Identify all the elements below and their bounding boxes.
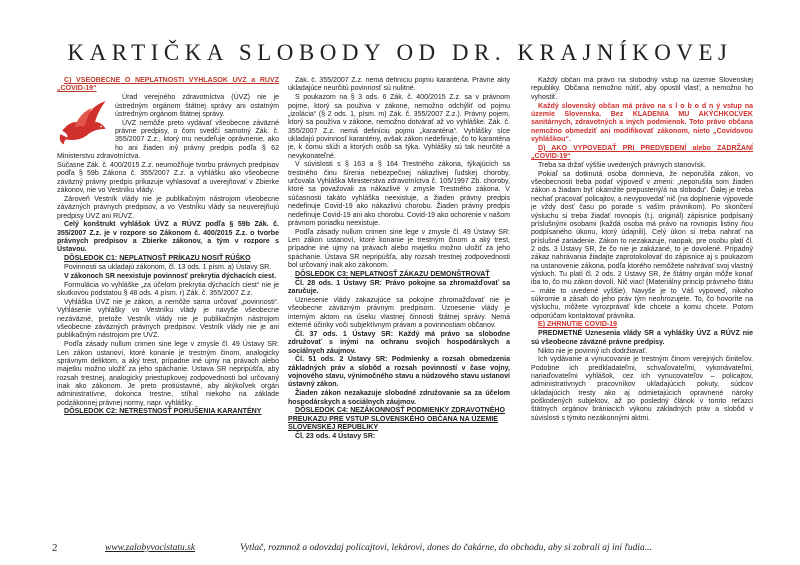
column-1 (57, 77, 279, 532)
paragraph: Treba sa držať výššie uvedených právnych stanovísk. (538, 161, 706, 169)
paragraph: Podľa zásady nullum crimen sine lege v zmysle čl. 49 Ústavy SR: Len zákon ustanoví, ktoré konanie je trestným činom a aký trest, prípadne iné ujmy na právach alebo majetku možno uložiť za jeho spáchanie. Ústava SR nepripúšťa, aby rozsah trestnej zodpovednosti bol určovaný inak ako zákonom. (288, 228, 510, 270)
paragraph: ÚVZ nemôže preto vydávať všeobecne záväzné právne predpisy, o čom svedčí samotný Zák. č. 355/2007 Z.z., ktorý mu neudeľuje oprávnenie, ako ho ani žiaden iný právny predpis podľa § 62 Ministerstvu zdravotníctva. (57, 119, 279, 161)
paragraph: Zároveň Vestník vlády nie je publikačným nástrojom všeobecne záväzných právnych predpisov, a vo Vestníku vlády sa neuverejňujú predpisy ÚVZ ani RÚVZ. (57, 195, 279, 220)
paragraph: Úrad verejného zdravotníctva (ÚVZ) nie je ústredným orgánom štátnej správy ani ostatným ústredným orgánom štátnej správy. (115, 94, 279, 118)
consequence-c2-heading: DÔSLEDOK C2: NETRESTNOSŤ PORUŠENIA KARANTÉNY (64, 408, 262, 416)
paragraph: Vyhláška ÚVZ nie je zákon, a nemôže sama určovať „povinnosti“. Vyhlásenie vyhlášky vo Vestníku vlády je navyše všeobecne nezáväzné, pretože Vestník vlády nie je publikačným nástrojom všeobecne záväzných právnych predpisov. Vestník vlády nie je ani publikačným nástrojom pre ÚVZ. (57, 298, 279, 340)
paragraph-bold: Čl. 28 ods. 1 Ústavy SR: Právo pokojne sa zhromažďovať sa zaručuje. (288, 279, 510, 296)
paragraph: Formulácia vo vyhláške „za účelom prekrytia dýchacích ciest“ nie je skutkovou podstatou § 48 ods. 4 písm. r) Zák. č. 355/2007 Z.z. (57, 281, 279, 298)
paragraph-bold: PREDMETNÉ Uznesenia vlády SR a vyhlášky ÚVZ a RÚVZ nie sú všeobecne záväzné právne predpisy. (531, 330, 753, 346)
paragraph-bold: Čl. 37 ods. 1 Ústavy SR: Každý má právo sa slobodne združovať s inými na ochranu svojich hospodárskych a sociálnych záujmov. (288, 330, 510, 355)
paragraph: Podľa zásady nullum crimen sine lege v zmysle čl. 49 Ústavy SR: Len zákon ustanoví, ktoré konanie je trestným činom, analogicky správnym deliktom, a aký trest, prípadne iné ujmy na právach alebo majetku možno uložiť za jeho spáchanie. Ústava SR nepripúšťa, aby rozsah trestnej, analogicky priestupkovej zodpovednosti bol určovaný inak ako zákonom. Je preto protiústavné, aby akýkoľvek orgán administratívne, dokonca trestne, stíhal niekoho na základe podzákonnej právnej normy, napr. vyhlášky. (57, 341, 279, 407)
consequence-c3-heading: DÔSLEDOK C3: NEPLATNOSŤ ZÁKAZU DEMONŠTROVAŤ (295, 270, 490, 278)
paragraph: Súčasne Zák. č. 400/2015 Z.z. neumožňuje tvorbu právnych predpisov podľa § 59b Zákona č. 355/2007 Z.z. a vyhlášku ako všeobecne záväzný právny predpis prikazuje vyhlasovať a uverejňovať v Zbierke zákonov, nie vo Vestníku vlády. (57, 161, 279, 194)
paragraph: Uznesenie vlády zakazujúce sa pokojne zhromažďovať nie je všeobecne záväzným právnym predpisom. Uznesenie vlády je interným aktom na úseku vlastnej činnosti štátnej správy. Nemá externé účinky voči subjektívnym právam a povinnostiam občanov. (288, 296, 510, 329)
paragraph-bold: Celý konštrukt vyhlášok ÚVZ a RÚVZ podľa § 59b Zák. č. 355/2007 Z.z. je v rozpore so Zákonom č. 400/2015 Z.z. o tvorbe právnych predpisov a Zbierke zákonov, a tým v rozpore s Ústavou. (57, 221, 279, 254)
paragraph-bold: Žiaden zákon nezakazuje slobodné združovanie sa za účelom hospodárskych a sociálnych záujmov. (288, 390, 510, 406)
footer (0, 539, 800, 557)
paragraph: Nikto nie je povinný ich dodržiavať. (538, 347, 648, 355)
paragraph-bold: Čl. 23 ods. 4 Ústavy SR: (295, 432, 376, 440)
paragraph: S poukazom na § 3 ods. 6 Zák. č. 400/2015 Z.z. sa v právnom pojme, ktorý sa použiva v zákone, nemožno odchýliť od pojmu „izolácia“ (§ 2 ods. 1, písm. m) Zák. č. 355/2007 Z.z.). Právny pojem, ktorý sa používa v zákone, nemožno dotvárať až vo vyhláške. Zák. č. 355/2007 Z.z. nemá definíciu pojmu „karanténa“. Vyhlášky síce ukladajú povinnosť karantény, avšak zákon nedefinuje, čo to karanténa je, k čomu slúži a ktorých osôb sa týka. Vyhlášky sú tak neurčité a nevykonateľné. (288, 94, 510, 160)
paragraph: V súvislosti s § 163 a § 164 Trestného zákona, týkajúcich sa trestného činu šírenia nebezpečnej nákazlivej ľudskej choroby, určovala Vyhláška Ministerstva zdravotníctva č. 105/1997 Zb. choroby, ktoré sa považovali za nákazlivé v zmysle Trestného zákona. V súčasnosti takáto vyhláška neexistuje, a žiaden právny predpis nedefinuje Covid-19 ako nákazlivú chorobu. Žiaden právny predpis nedefinuje Covid-19 ani ako chorobu. Covid-19 ako ochorenie v našom právnom poriadku neexistuje. (288, 161, 510, 227)
page-title: KARTIČKA SLOBODY OD DR. KRAJNÍKOVEJ (67, 40, 733, 65)
column-3 (531, 77, 753, 532)
section-e-heading: E) ZHRNUTIE COVID-19 (538, 321, 618, 329)
dove-icon (57, 96, 109, 148)
paragraph: Ich vydávanie a vynucovanie je trestným činom verejných činiteľov. Podobne ich predkladateľmi, schvaľovateľmi, vykonávateľmi, nariaďovateľmi vyhlášok, cez ich vynucovateľov – policajtov, administratívnych pracovníkov ukladajúcich pokuty, súdcov ukladajúcich tresty ako aj odmietajúcich opravnené nároky poškodených subjektov, až po posledný článok v tomto reťazci štátnych orgánov brániacich výkonu základných práv a slobôd v súvislosti s týmito nezákonnými aktmi. (531, 356, 753, 422)
consequence-c1-heading: DÔSLEDOK C1: NEPLATNOSŤ PRÍKAZU NOSIŤ RÚŠKO (64, 255, 251, 263)
paragraph-bold: V zákonoch SR neexistuje povinnosť prekrytia dýchacích ciest. (64, 272, 277, 280)
paragraph: Pokiaľ sa dotknutá osoba domnieva, že neporušila zákon, vo všeobecnosti treba podať výpoveď v zmeni: „neporušila som žiaden zákon a žiadam byť okamžite prepustený/á na slobodu“. Ďalej je treba nechať pracovať policajtov, a nevypovedať nič (na doplnenie výpovede je vždy dosť času po porade s vaším právnikom). Po skončení výsluchu si treba žiadať rovnopis (t.j. originál) zápisnice podpísaný príslušnými osobami (každá osoba má právo na rovnopis listiny ňou podpísaného úkonu, ktorý údajnili). Celý úkon si treba nahrať na príslušné zariadenie. Zákon to nezakazuje, naopak, pre osobu platí čl. 2 ods. 3 Ústavy SR, že čo nie je zakázané, to je dovolené. Prípadný zákaz nahrávania žiadajte zaprotokolovať do zápisnice aj s poukazom na ustanovenie zákona, podľa ktorého nemôžete nahrávať svoj vlastný výsluch. Tu platí čl. 2 ods. 2 Ústavy SR, že štátny orgán môže konať iba to, čo mu zákon dovolí. Nič viac! (Materiálny princíp právneho štátu – máte to uvedené vyššie). Navyše je to Váš výpoveď, nikoho súkromie a zásah do jeho práv tým neohrozujete. To, čo hovoríte na výsluchu, môžete vyrozprávať kde chcete a komu chcete. Potom odporúčam kontaktovať právnika. (531, 170, 753, 320)
consequence-c4-heading: DÔSLEDOK C4: NEZÁKONNOSŤ PODMIENKY ZDRAVOTNÉHO PREUKAZU PRE VSTUP SLOVENSKÉHO OBČANA NA ÚZEMIE SLOVENSKEJ REPUBLIKY (288, 407, 505, 432)
website-link[interactable]: www.zalobyvocistatu.sk (105, 543, 196, 553)
paragraph-bold: Čl. 51 ods. 2 Ústavy SR: Podmienky a rozsah obmedzenia základných práv a slobôd a rozsah povinností v čase vojny, vojnového stavu, výnimočného stavu a núdzového stavu ustanoví ústavný zákon. (288, 356, 510, 389)
footer-slogan: Vytlač, rozmnož a odovzdaj policajtovi, lekárovi, dones do čakárne, do obchodu, aby si zobrali aj iní ľudia... (240, 543, 652, 553)
paragraph: Povinnosti sa ukladajú zákonom, čl. 13 ods. 1 písm. a) Ústavy SR. (64, 264, 272, 272)
paragraph: Zák. č. 355/2007 Z.z. nemá definíciu pojmu karanténa. Právne akty ukladajúce neurčitú povinnosť sú nulitné. (288, 77, 510, 93)
page-number: 2 (52, 542, 58, 554)
paragraph: Každý občan má právo na slobodný vstup na územie Slovenskej republiky. Občana nemožno nútiť, aby opustil vlasť, a nemožno ho vyhostiť. (531, 77, 753, 101)
column-2 (288, 77, 510, 532)
section-c-heading: C) VŠEOBECNE O NEPLATNOSTI VYHLÁŠOK ÚVZ a RÚVZ „COVID-19“ (57, 77, 279, 93)
paragraph-red: Každý slovenský občan má právo na s l o b o d n ý vstup na územie Slovenska. Bez KLADENIA MU AKÝCHKOĽVEK sanitárnych, zdravotných a iných podmienok. Toto právo občana nemožno obmedziť ani modifikovať zákonom, nieto „Covidovou vyhláškou“. (531, 102, 753, 143)
section-d-heading: D) AKO VYPOVEDAŤ PRI PREDVEDENÍ alebo ZADRŽANÍ „COVID-19“ (531, 144, 753, 161)
